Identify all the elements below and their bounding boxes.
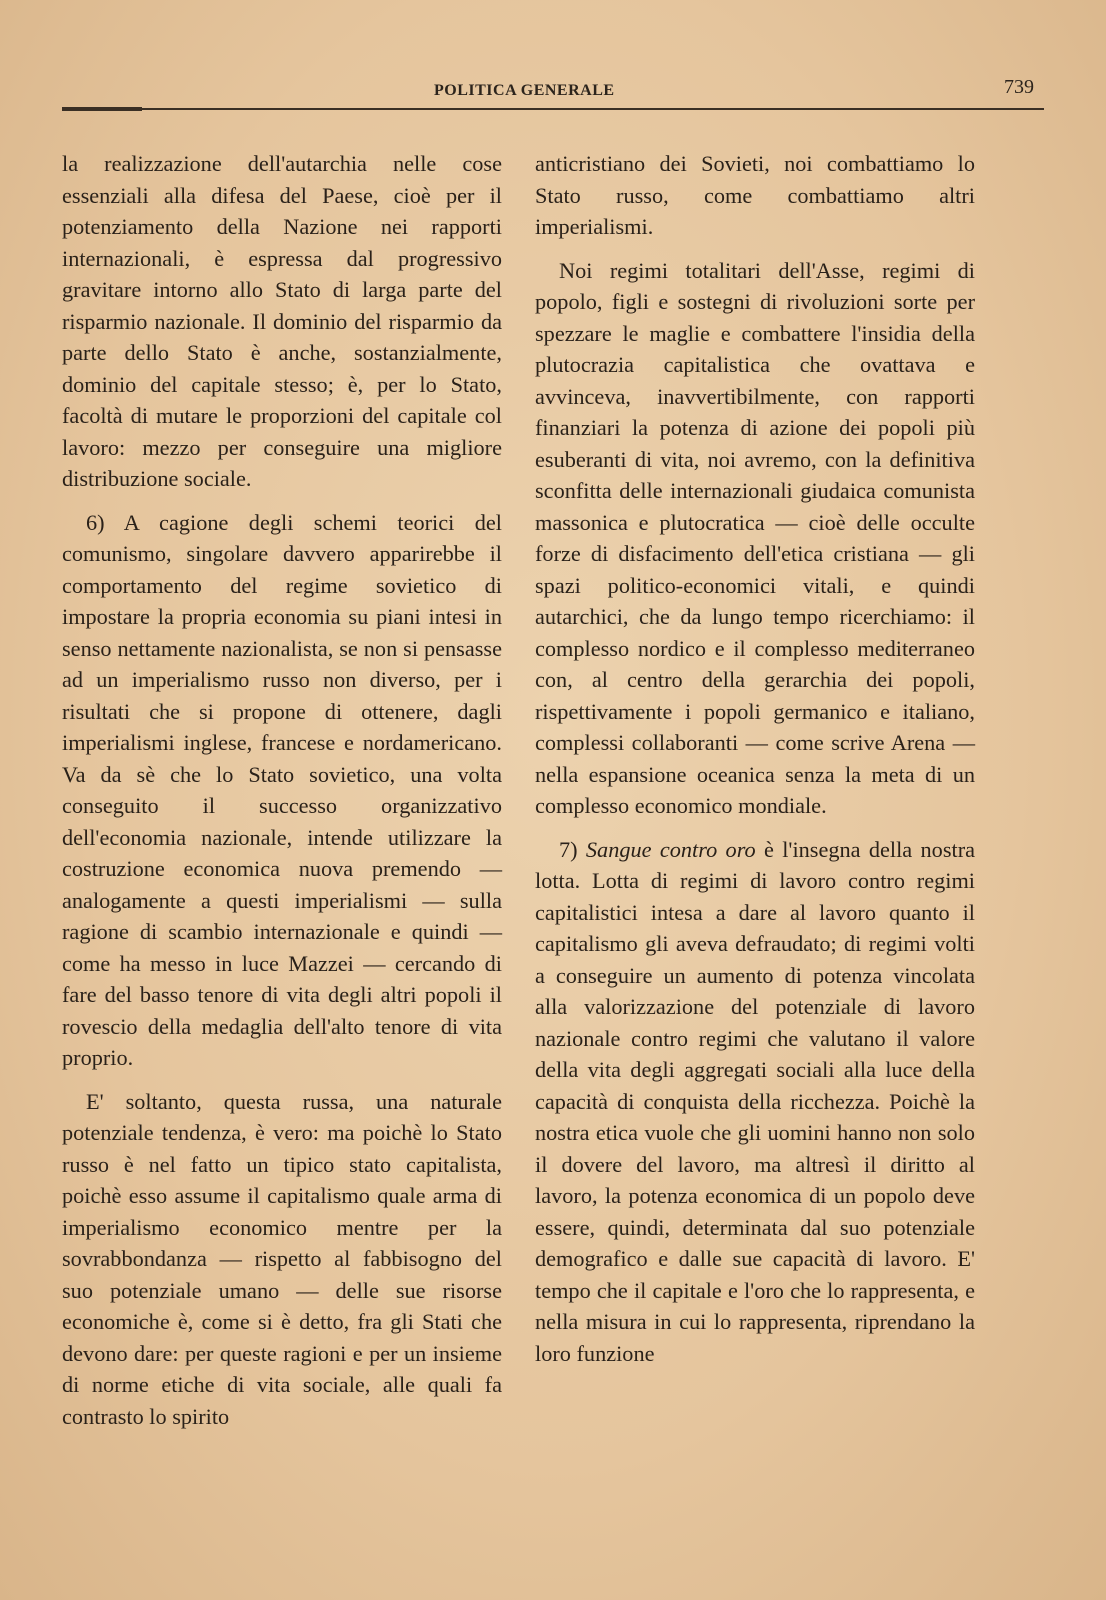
- page-header: [62, 72, 1044, 122]
- paragraph-section-6: 6) A cagione degli schemi teorici del comunismo, singolare davvero apparirebbe il comportamento del regime sovietico di impostare la propria economia su piani intesi in senso nettamente nazionalista, se non si pensasse ad un imperialismo russo non diverso, per i risultati che si propone di ottenere, dagli imperialismi inglese, francese e nordamericano. Va da sè che lo Stato sovietico, una volta conseguito il successo organizzativo dell'economia nazionale, intende utilizzare la costruzione economica nuova premendo — analogamente a questi imperialismi — sulla ragione di scambio internazionale e quindi — come ha messo in luce Mazzei — cercando di fare del basso tenore di vita degli altri popoli il rovescio della medaglia dell'alto tenore di vita proprio.: [62, 509, 502, 1070]
- paragraph-section-7: [535, 834, 975, 1370]
- page-number: 739: [1004, 76, 1034, 98]
- section-number: 7): [559, 836, 578, 862]
- paragraph: anticristiano dei Sovieti, noi combattiamo lo Stato russo, come combattiamo altri imperialismi.: [535, 151, 975, 239]
- paragraph: E' soltanto, questa russa, una naturale potenziale tendenza, è vero: ma poichè lo Stato russo è nel fatto un tipico stato capitalista, poichè esso assume il capitalismo quale arma di imperialismo economico mentre per la sovrabbondanza — rispetto al fabbisogno del suo potenziale umano — delle sue risorse economiche è, come si è detto, fra gli Stati che devono dare: per queste ragioni e per un insieme di norme etiche di vita sociale, alle quali fa contrasto lo spirito: [62, 1088, 502, 1429]
- paragraph: la realizzazione dell'autarchia nelle cose essenziali alla difesa del Paese, cioè per il potenziamento della Nazione nei rapporti internazionali, è espressa dal progressivo gravitare intorno allo Stato di larga parte del risparmio nazionale. Il dominio del risparmio da parte dello Stato è anche, sostanzialmente, dominio del capitale stesso; è, per lo Stato, facoltà di mutare le proporzioni del capitale col lavoro: mezzo per conseguire una migliore distribuzione sociale.: [62, 151, 502, 491]
- left-column: [62, 148, 502, 1432]
- running-title: POLITICA GENERALE: [434, 82, 615, 99]
- italic-motto: Sangue contro oro: [585, 836, 756, 862]
- right-column: [535, 148, 975, 1369]
- section-7-text: è l'insegna della nostra lotta. Lotta di regimi di lavoro contro regimi capitalistici intesa a dare al lavoro quanto il capitalismo gli aveva defraudato; di regimi volti a conseguire un aumento di potenza vincolata alla valorizzazione del potenziale di lavoro nazionale contro regimi che valutano il valore della vita degli aggregati sociali alla luce della capacità di conquista della ricchezza. Poichè la nostra etica vuole che gli uomini hanno non solo il dovere del lavoro, ma altresì il diritto al lavoro, la potenza economica di un popolo deve essere, quindi, determinata dal suo potenziale demografico e dalle sue capacità di lavoro. E' tempo che il capitale e l'oro che lo rappresenta, e nella misura in cui lo rappresenta, riprendano la loro funzione: [535, 836, 976, 1366]
- header-rule: [62, 108, 1044, 110]
- header-rule-accent: [62, 107, 142, 111]
- paragraph: Noi regimi totalitari dell'Asse, regimi di popolo, figli e sostegni di rivoluzioni sorte per spezzare le maglie e combattere l'insidia della plutocrazia capitalistica che ovattava e avvinceva, inavvertibilmente, con rapporti finanziari la potenza di azione dei popoli più esuberanti di vita, noi avremo, con la definitiva sconfitta delle internazionali giudaica comunista massonica e plutocratica — cioè delle occulte forze di disfacimento dell'etica cristiana — gli spazi politico-economici vitali, e quindi autarchici, che da lungo tempo ricerchiamo: il complesso nordico e il complesso mediterraneo con, al centro della gerarchia dei popoli, rispettivamente i popoli germanico e italiano, complessi collaboranti — come scrive Arena — nella espansione oceanica senza la meta di un complesso economico mondiale.: [535, 257, 975, 818]
